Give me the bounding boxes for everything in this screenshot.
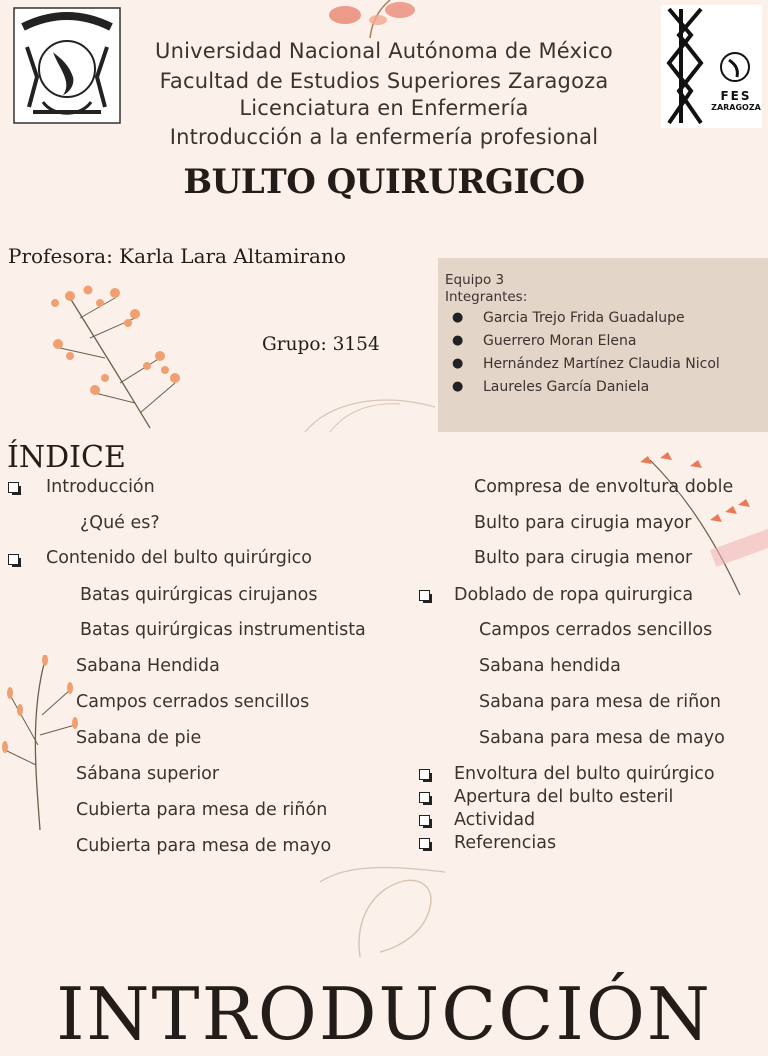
index-item: Cubierta para mesa de mayo	[76, 836, 332, 856]
checkbox-icon	[419, 838, 430, 849]
index-item: Sabana para mesa de riñon	[479, 692, 721, 712]
index-item: Bulto para cirugia mayor	[474, 513, 692, 533]
index-item: Contenido del bulto quirúrgico	[46, 548, 313, 568]
checkbox-icon	[8, 554, 19, 565]
index-item: Doblado de ropa quirurgica	[454, 585, 694, 605]
index-item: Cubierta para mesa de riñón	[76, 800, 328, 820]
member-item: ● Garcia Trejo Frida Guadalupe	[452, 310, 685, 326]
member-item: ● Hernández Martínez Claudia Nicol	[452, 356, 720, 372]
university-name: Universidad Nacional Autónoma de México	[155, 39, 613, 63]
bullet-icon: ●	[452, 310, 464, 325]
index-item: Sabana hendida	[479, 656, 621, 676]
members-label: Integrantes:	[445, 289, 528, 305]
team-name: Equipo 3	[445, 272, 505, 288]
faculty-name: Facultad de Estudios Superiores Zaragoza	[159, 69, 609, 93]
members-list	[452, 310, 720, 402]
decorative-sprig-left	[40, 278, 190, 438]
index-item: Apertura del bulto esteril	[454, 787, 674, 807]
index-item: Batas quirúrgicas cirujanos	[80, 585, 318, 605]
degree-name: Licenciatura en Enfermería	[239, 96, 529, 120]
index-item: Compresa de envoltura doble	[474, 477, 734, 497]
index-item: Actividad	[454, 810, 536, 830]
document-title: BULTO QUIRURGICO	[183, 162, 585, 202]
index-item: Referencias	[454, 833, 557, 853]
bullet-icon: ●	[452, 379, 464, 394]
bullet-icon: ●	[452, 333, 464, 348]
index-item: Bulto para cirugia menor	[474, 548, 693, 568]
group-number: Grupo: 3154	[262, 334, 380, 355]
bullet-icon: ●	[452, 356, 464, 371]
index-item: Batas quirúrgicas instrumentista	[80, 620, 366, 640]
member-item: ● Guerrero Moran Elena	[452, 333, 637, 349]
fes-logo-text: FES	[720, 89, 752, 103]
index-item: ¿Qué es?	[80, 513, 160, 533]
decorative-flower-outline-bottom	[320, 862, 450, 962]
index-item: Envoltura del bulto quirúrgico	[454, 764, 715, 784]
checkbox-icon	[419, 590, 430, 601]
course-name: Introducción a la enfermería profesional	[169, 125, 599, 149]
member-item: ● Laureles García Daniela	[452, 379, 650, 395]
team-box	[438, 258, 768, 432]
index-item: Campos cerrados sencillos	[76, 692, 310, 712]
checkbox-icon	[419, 769, 430, 780]
checkbox-icon	[419, 815, 430, 826]
index-item: Sabana para mesa de mayo	[479, 728, 725, 748]
decorative-leaf-outline	[300, 392, 440, 434]
index-heading: ÍNDICE	[7, 440, 126, 475]
introduction-heading: INTRODUCCIÓN	[56, 972, 712, 1056]
checkbox-icon	[419, 792, 430, 803]
fes-logo-subtext: ZARAGOZA	[711, 103, 761, 112]
index-item: Sábana superior	[76, 764, 220, 784]
index-item: Sabana Hendida	[76, 656, 220, 676]
decorative-sprig-lower-left	[0, 655, 80, 835]
index-item: Sabana de pie	[76, 728, 202, 748]
checkbox-icon	[8, 482, 19, 493]
index-item: Introducción	[46, 477, 155, 497]
index-item: Campos cerrados sencillos	[479, 620, 713, 640]
decorative-flowers-top	[300, 0, 450, 40]
professor-name: Profesora: Karla Lara Altamirano	[8, 244, 346, 268]
